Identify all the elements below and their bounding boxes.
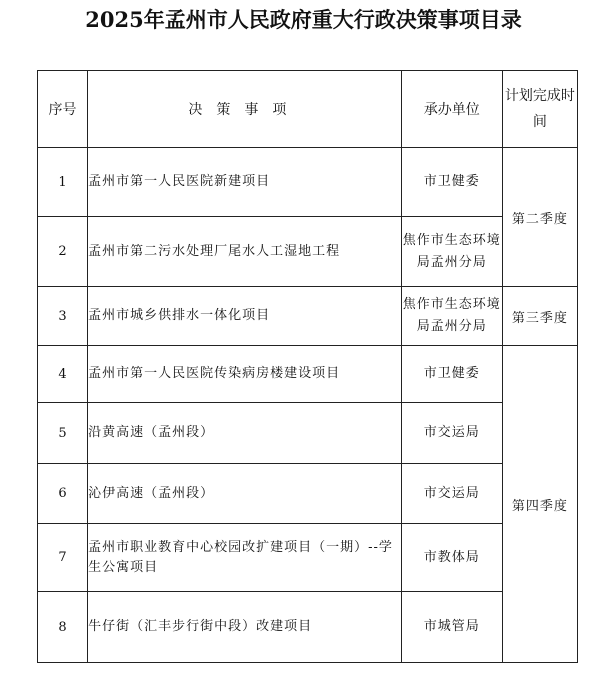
decision-table xyxy=(37,70,578,663)
table-header-row xyxy=(38,71,578,148)
header-planned-completion: 计划完成时间 xyxy=(502,71,577,148)
table-row xyxy=(38,464,578,524)
row-number: 2 xyxy=(38,217,88,287)
row-responsible-unit: 市教体局 xyxy=(401,524,502,592)
row-responsible-unit: 焦作市生态环境局孟州分局 xyxy=(401,287,502,346)
row-responsible-unit: 市卫健委 xyxy=(401,346,502,403)
row-responsible-unit: 市交运局 xyxy=(401,403,502,464)
table-row xyxy=(38,148,578,217)
row-number: 1 xyxy=(38,148,88,217)
table-row xyxy=(38,217,578,287)
row-decision-item: 孟州市职业教育中心校园改扩建项目（一期）--学生公寓项目 xyxy=(88,524,402,592)
row-decision-item: 沿黄高速（孟州段） xyxy=(88,403,402,464)
document-title: 2025年孟州市人民政府重大行政决策事项目录 xyxy=(85,7,522,32)
row-responsible-unit: 市城管局 xyxy=(401,592,502,663)
row-decision-item: 孟州市第二污水处理厂尾水人工湿地工程 xyxy=(88,217,402,287)
row-decision-item: 沁伊高速（孟州段） xyxy=(88,464,402,524)
row-number: 5 xyxy=(38,403,88,464)
table-row xyxy=(38,287,578,346)
row-number: 6 xyxy=(38,464,88,524)
row-decision-item: 孟州市第一人民医院传染病房楼建设项目 xyxy=(88,346,402,403)
row-number: 4 xyxy=(38,346,88,403)
header-serial-number: 序号 xyxy=(38,71,88,148)
row-decision-item: 牛仔街（汇丰步行街中段）改建项目 xyxy=(88,592,402,663)
table-row xyxy=(38,524,578,592)
row-number: 7 xyxy=(38,524,88,592)
row-number: 3 xyxy=(38,287,88,346)
table-row xyxy=(38,403,578,464)
row-responsible-unit: 市卫健委 xyxy=(401,148,502,217)
row-responsible-unit: 焦作市生态环境局孟州分局 xyxy=(401,217,502,287)
schedule-q2: 第二季度 xyxy=(502,148,577,287)
schedule-q3: 第三季度 xyxy=(502,287,577,346)
table-row xyxy=(38,346,578,403)
schedule-q4: 第四季度 xyxy=(502,346,577,663)
row-decision-item: 孟州市城乡供排水一体化项目 xyxy=(88,287,402,346)
row-responsible-unit: 市交运局 xyxy=(401,464,502,524)
table-row xyxy=(38,592,578,663)
row-number: 8 xyxy=(38,592,88,663)
header-decision-item: 决策事项 xyxy=(88,71,402,148)
row-decision-item: 孟州市第一人民医院新建项目 xyxy=(88,148,402,217)
header-responsible-unit: 承办单位 xyxy=(401,71,502,148)
